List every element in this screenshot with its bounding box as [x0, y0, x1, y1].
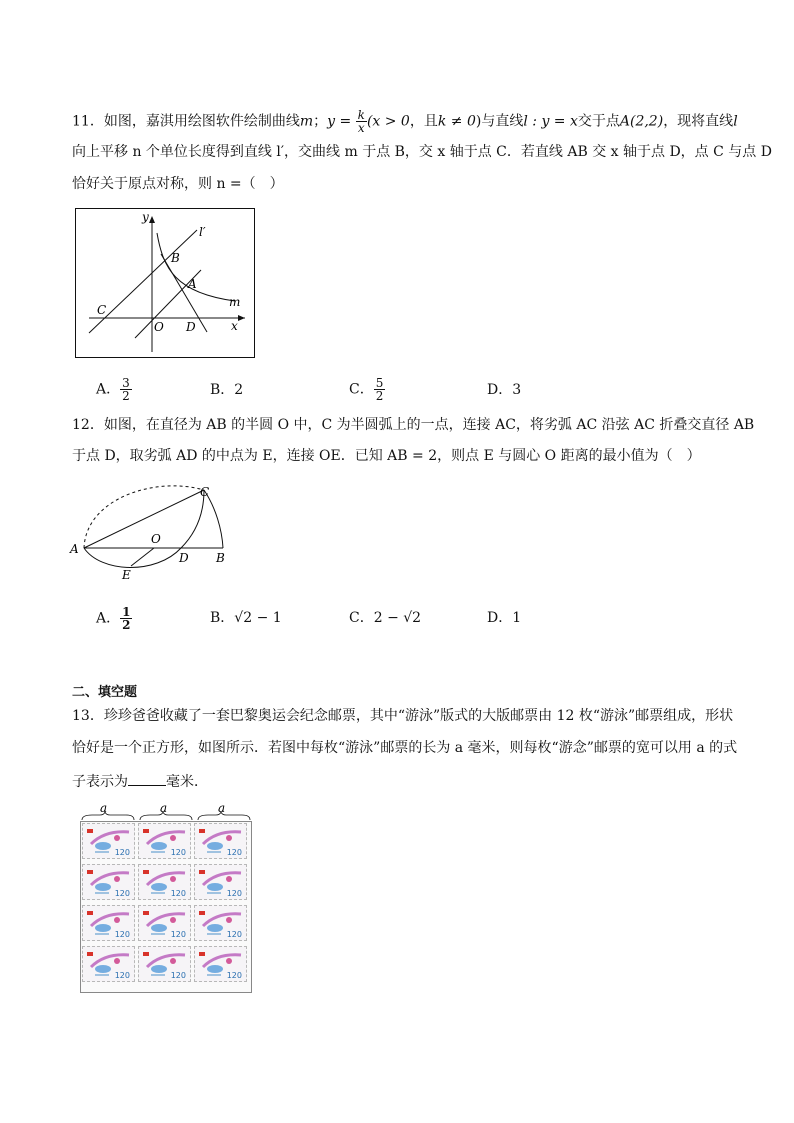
q12-label-o: O [151, 532, 161, 546]
stamp [194, 905, 247, 941]
q13-line-1: 13．珍珍爸爸收藏了一套巴黎奥运会纪念邮票，其中“游泳”版式的大版邮票由 12 枚“游泳”邮票组成，形状 [72, 708, 734, 724]
q12-line-1: 12．如图，在直径为 AB 的半圆 O 中，C 为半圆弧上的一点，连接 AC，将劣弧 AC 沿弦 AC 折叠交直径 AB [72, 417, 755, 433]
q11-condition: (x > 0 [366, 113, 410, 130]
q11-option-c[interactable]: C． $\frac{5}{2}$ [349, 376, 384, 403]
q13-label-a2: a [160, 801, 168, 815]
stamp [194, 823, 247, 859]
q11-label-a: A [188, 277, 197, 291]
q11-option-c-fraction: $\frac{5}{2}$ [375, 376, 384, 403]
q11-eq-lhs: y = [327, 113, 356, 130]
stamp [194, 946, 247, 982]
q13-line-3: 子表示为 毫米． [72, 771, 208, 791]
q12-segment-oe [131, 548, 154, 566]
q11-line-1: 11．如图，嘉淇用绘图软件绘制曲线m；y = $\frac{k}{x}$ (x > 0，且k ≠ 0)与直线l : y = x交于点A(2,2)，现将直线l [72, 108, 738, 135]
stamp [138, 864, 191, 900]
q12-option-a-fraction: $\frac{1}{2}$ [122, 605, 131, 632]
stamp-value: 120 [226, 971, 242, 980]
q12-label-b: B [216, 551, 225, 565]
q11-label-y: y [142, 210, 149, 224]
q11-figure-border [76, 209, 255, 358]
stamp [82, 864, 135, 900]
stamp-value: 120 [226, 889, 242, 898]
stamp-value: 120 [170, 848, 186, 857]
q11-k-condition: k ≠ 0 [437, 113, 476, 130]
q12-label-e: E [122, 568, 131, 582]
section-heading: 二、填空题 [72, 685, 138, 700]
q12-option-d[interactable]: D．1 [487, 610, 522, 626]
stamp [194, 864, 247, 900]
q12-dashed-arc [84, 486, 204, 548]
q11-text-1b: ； [313, 113, 328, 130]
stamp-value: 120 [170, 971, 186, 980]
q11-point-a: A(2,2) [619, 113, 664, 130]
q12-line-2: 于点 D，取劣弧 AD 的中点为 E，连接 OE．已知 AB = 2，则点 E 与圆心 O 距离的最小值为（ ） [72, 448, 701, 464]
stamp-value: 120 [170, 889, 186, 898]
q13-label-a1: a [100, 801, 108, 815]
q12-option-a[interactable]: A． $\frac{1}{2}$ [96, 605, 131, 632]
q11-label-m: m [229, 295, 241, 309]
q12-label-c: C [200, 485, 210, 499]
q11-option-b[interactable]: B．2 [210, 382, 244, 398]
q13-width-braces [78, 800, 258, 822]
stamp [138, 946, 191, 982]
q12-option-b[interactable]: B．√2 − 1 [210, 610, 282, 626]
q13-label-a3: a [218, 801, 226, 815]
q11-label-c: C [97, 303, 107, 317]
q11-figure [75, 208, 255, 358]
q11-label-l-prime: l′ [199, 225, 206, 239]
stamp [82, 946, 135, 982]
q11-line-3: 恰好关于原点对称，则 n =（ ） [72, 176, 284, 192]
q12-label-a: A [70, 542, 79, 556]
stamp [138, 823, 191, 859]
q11-label-b: B [171, 251, 180, 265]
q12-label-d: D [179, 551, 189, 565]
q11-text-1a: 11．如图，嘉淇用绘图软件绘制曲线 [72, 113, 300, 130]
stamp [138, 905, 191, 941]
q11-line-l: l : y = x [523, 113, 578, 130]
q11-fraction: $\frac{k}{x}$ [357, 108, 365, 135]
q11-option-a[interactable]: A． $\frac{3}{2}$ [96, 376, 130, 403]
stamp-value: 120 [114, 889, 130, 898]
q11-var-m: m [299, 113, 314, 130]
q12-option-c[interactable]: C．2 − √2 [349, 610, 422, 626]
stamp-value: 120 [226, 930, 242, 939]
stamp-value: 120 [114, 930, 130, 939]
q13-answer-blank[interactable] [128, 771, 166, 786]
q11-label-x: x [231, 319, 238, 333]
brace-icon [82, 812, 134, 820]
q11-option-a-fraction: $\frac{3}{2}$ [122, 376, 130, 403]
q11-label-d: D [186, 320, 196, 334]
q11-option-d[interactable]: D．3 [487, 382, 522, 398]
q13-line-2: 恰好是一个正方形，如图所示．若图中每枚“游泳”邮票的长为 a 毫米，则每枚“游念”邮票的宽可以用 a 的式 [72, 740, 738, 756]
stamp-value: 120 [170, 930, 186, 939]
q12-figure [66, 478, 236, 586]
stamp-value: 120 [114, 848, 130, 857]
stamp [82, 905, 135, 941]
q12-chord-ac [84, 490, 204, 548]
stamp-value: 120 [226, 848, 242, 857]
q11-label-o: O [154, 320, 164, 334]
q11-line-2: 向上平移 n 个单位长度得到直线 l′，交曲线 m 于点 B，交 x 轴于点 C．若直线 AB 交 x 轴于点 D，点 C 与点 D [72, 144, 772, 160]
stamp-value: 120 [114, 971, 130, 980]
stamp [82, 823, 135, 859]
